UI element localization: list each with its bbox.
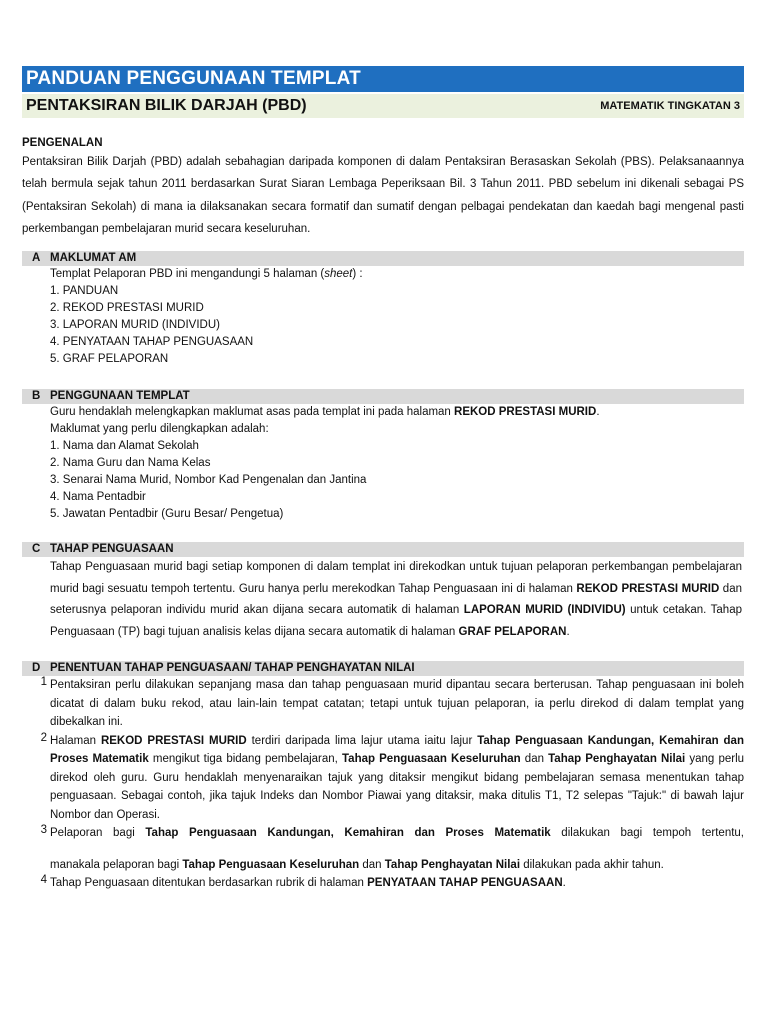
section-d-letter: D: [32, 662, 41, 675]
item-2-text-c: terdiri daripada lima lajur utama iaitu lajur: [246, 734, 478, 747]
item-2-bold-2: Tahap Penguasaan Kandungan, Kemahiran dan Proses Matematik: [50, 734, 744, 766]
item-text: [50, 874, 744, 893]
subject-level: MATEMATIK TINGKATAN 3: [600, 100, 740, 112]
item-2-bold-1: REKOD PRESTASI MURID: [100, 734, 247, 747]
section-a-letter: A: [32, 252, 41, 265]
section-b-letter: B: [32, 390, 41, 403]
list-item: 1. PANDUAN: [50, 285, 119, 298]
item-2-text-a: Halaman: [50, 734, 101, 747]
section-d-title: PENENTUAN TAHAP PENGUASAAN/ TAHAP PENGHAYATAN NILAI: [50, 662, 415, 675]
section-c-text-4: .: [566, 625, 570, 638]
item-2-text-e: dan: [520, 753, 549, 766]
section-b: [22, 389, 744, 523]
list-item: 5. GRAF PELAPORAN: [50, 353, 169, 366]
section-a-intro-end: ) :: [352, 268, 363, 281]
section-d-header: [22, 661, 744, 676]
intro-label: PENGENALAN: [22, 137, 103, 149]
list-item: 1. Nama dan Alamat Sekolah: [50, 440, 199, 453]
item-3-text-f: dilakukan pada akhir tahun.: [520, 859, 664, 872]
numbered-item-1: [22, 676, 744, 732]
item-number: 2: [40, 731, 47, 744]
item-4-bold: PENYATAAN TAHAP PENGUASAAN: [367, 877, 563, 890]
item-4-text-c: .: [562, 877, 566, 890]
document-subtitle: PENTAKSIRAN BILIK DARJAH (PBD): [26, 97, 307, 114]
document-page: [22, 66, 744, 893]
item-3-bold-3: Tahap Penghayatan Nilai: [384, 859, 521, 872]
section-b-title: PENGGUNAAN TEMPLAT: [50, 390, 190, 403]
item-2-text-d: mengikut tiga bidang pembelajaran,: [148, 753, 342, 766]
item-3-text-c: dilakukan bagi tempoh tertentu,: [550, 827, 745, 840]
section-a-intro-text: Templat Pelaporan PBD ini mengandungi 5 halaman (: [50, 268, 325, 281]
section-b-line2: Maklumat yang perlu dilengkapkan adalah:: [50, 423, 269, 436]
item-3-bold-1: Tahap Penguasaan Kandungan, Kemahiran dan Proses Matematik: [145, 827, 551, 840]
item-number: 3: [40, 824, 47, 837]
intro-text: Pentaksiran Bilik Darjah (PBD) adalah sebahagian daripada komponen di dalam Pentaksiran Berasaskan Sekolah (PBS). Pelaksanaannya telah bermula sejak tahun 2011 berdasarkan Surat Siaran Lembaga Peperiksaan Bil. 3 Tahun 2011. PBD sebelum ini dikenali sebagai PS (Pentaksiran Sekolah) di mana ia dilaksanakan secara formatif dan sumatif dengan pelbagai pendekatan dan kaedah bagi mengenal pasti perkembangan pembelajaran murid secara keseluruhan.: [22, 156, 744, 235]
numbered-item-2: [22, 732, 744, 825]
item-3-line-1: [50, 824, 744, 842]
section-a-header: [22, 251, 744, 266]
item-2-text-f: yang perlu direkod oleh guru. Guru hendaklah menyenaraikan tajuk yang ditaksir mengikut bidang pembelajaran semasa menentukan tahap penguasaan. Sebagai contoh, jika tajuk Indeks dan Nombor Piawai yang ditaksir, maka ditulis T1, T2 selepas "Tajuk:" di bawah lajur Nombor dan Operasi.: [50, 753, 745, 821]
section-d: [22, 661, 744, 893]
section-c-bold-3: GRAF PELAPORAN: [458, 625, 567, 638]
section-b-line1-end: .: [596, 406, 600, 419]
section-c-header: [22, 542, 744, 557]
numbered-item-3: [22, 824, 744, 874]
item-2-bold-3: Tahap Penguasaan Keseluruhan: [342, 753, 521, 766]
item-text: Pentaksiran perlu dilakukan sepanjang masa dan tahap penguasaan murid dipantau secara berterusan. Tahap penguasaan ini boleh dicatat di dalam buku rekod, atau lain-lain tempat catatan; tetapi untuk tujuan pelaporan, ia perlu direkod di dalam templat yang dibekalkan ini.: [50, 679, 744, 729]
item-text: [50, 824, 744, 874]
section-a-title: MAKLUMAT AM: [50, 252, 137, 265]
section-c-bold-1: REKOD PRESTASI MURID: [576, 582, 720, 595]
item-text: [50, 732, 744, 825]
list-item: 4. PENYATAAN TAHAP PENGUASAAN: [50, 336, 254, 349]
section-c: [22, 542, 744, 643]
list-item: 3. Senarai Nama Murid, Nombor Kad Pengenalan dan Jantina: [50, 474, 367, 487]
list-item: 2. Nama Guru dan Nama Kelas: [50, 457, 211, 470]
item-3-line-2: [50, 856, 744, 874]
document-title: PANDUAN PENGGUNAAN TEMPLAT: [22, 66, 744, 92]
section-b-line1: [50, 404, 742, 421]
section-c-text: [50, 557, 742, 643]
section-c-text-2: dan seterusnya pelaporan individu murid akan dijana secara automatik di halaman: [50, 582, 742, 617]
section-b-header: [22, 389, 744, 404]
intro-section: [22, 136, 744, 240]
section-a-intro: [50, 266, 742, 283]
document-subtitle-bar: [22, 94, 744, 118]
list-item: 2. REKOD PRESTASI MURID: [50, 302, 204, 315]
section-b-line1-text: Guru hendaklah melengkapkan maklumat asas pada templat ini pada halaman: [50, 406, 455, 419]
section-b-line1-bold: REKOD PRESTASI MURID: [454, 406, 597, 419]
item-number: 4: [40, 874, 47, 887]
numbered-item-4: [22, 874, 744, 893]
item-3-text-d: manakala pelaporan bagi: [50, 859, 183, 872]
section-a: [22, 251, 744, 368]
item-3-bold-2: Tahap Penguasaan Keseluruhan: [182, 859, 360, 872]
section-c-letter: C: [32, 543, 41, 556]
list-item: 3. LAPORAN MURID (INDIVIDU): [50, 319, 220, 332]
item-3-text-a: Pelaporan bagi: [50, 827, 146, 840]
section-c-bold-2: LAPORAN MURID (INDIVIDU): [463, 604, 626, 617]
section-c-title: TAHAP PENGUASAAN: [50, 543, 174, 556]
item-2-bold-4: Tahap Penghayatan Nilai: [548, 753, 686, 766]
item-3-text-e: dan: [359, 859, 385, 872]
list-item: 4. Nama Pentadbir: [50, 491, 146, 504]
item-4-text-a: Tahap Penguasaan ditentukan berdasarkan rubrik di halaman: [50, 877, 368, 890]
item-number: 1: [40, 676, 47, 689]
list-item: 5. Jawatan Pentadbir (Guru Besar/ Pengetua): [50, 508, 284, 521]
section-c-text-1: Tahap Penguasaan murid bagi setiap komponen di dalam templat ini direkodkan untuk tujuan pelaporan perkembangan pembelajaran murid bagi sesuatu tempoh tertentu. Guru hanya perlu merekodkan Tahap Penguasaan ini di halaman: [50, 561, 742, 595]
section-c-text-3: untuk cetakan. Tahap Penguasaan (TP) bagi tujuan analisis kelas dijana secara automatik di halaman: [50, 604, 742, 638]
section-a-intro-em: sheet: [324, 268, 353, 281]
